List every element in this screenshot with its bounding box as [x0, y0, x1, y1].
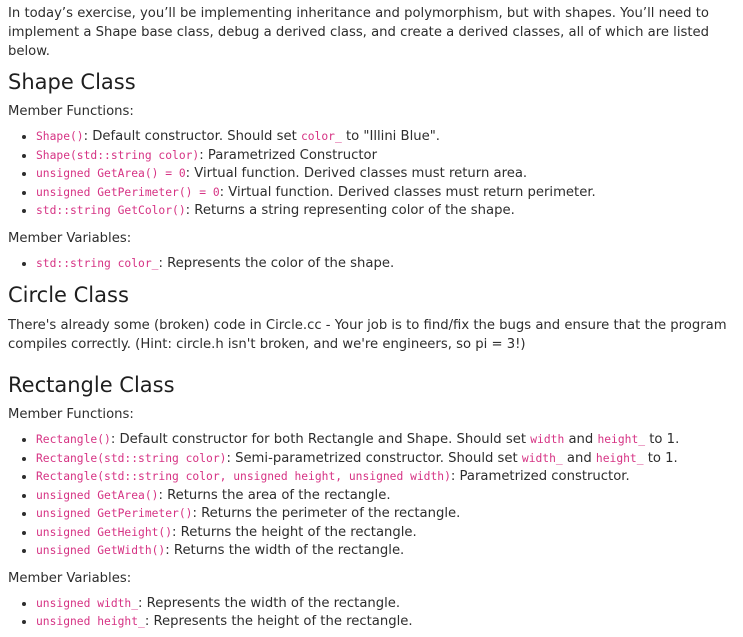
code-span: std::string color_ — [36, 256, 159, 270]
list-item — [36, 613, 735, 632]
code-span: Rectangle() — [36, 433, 111, 446]
code-span: std::string GetColor() — [36, 204, 186, 217]
text-span: : Returns the perimeter of the rectangle. — [192, 506, 461, 521]
code-span: unsigned GetPerimeter() — [36, 507, 193, 520]
intro-paragraph: In today’s exercise, you’ll be implementing inheritance and polymorphism, but with shapes. You’ll need to implement a Shape base class, debug a derived class, and create a derived classes, all of which are listed below. — [8, 6, 710, 59]
rectangle-class-section — [8, 372, 735, 632]
shape-functions-label: Member Functions: — [8, 104, 134, 119]
text-span: to "Illini Blue". — [341, 129, 440, 144]
shape-functions-list — [8, 128, 735, 221]
list-item — [36, 255, 735, 274]
text-span: : Virtual function. Derived classes must return area. — [185, 166, 528, 181]
rectangle-functions-label: Member Functions: — [8, 407, 134, 422]
text-span: : Represents the height of the rectangle. — [144, 614, 413, 629]
code-span: height_ — [595, 451, 644, 465]
list-item — [36, 450, 735, 469]
list-item — [36, 468, 735, 487]
code-span: unsigned GetPerimeter() = 0 — [36, 185, 220, 199]
text-span: to 1. — [645, 432, 680, 447]
list-item — [36, 184, 735, 203]
code-span: unsigned width_ — [36, 596, 139, 610]
text-span: : Returns the width of the rectangle. — [165, 543, 405, 558]
code-span: unsigned height_ — [36, 615, 145, 628]
text-span: : Default constructor. Should set — [83, 129, 301, 144]
code-span: width — [530, 433, 565, 446]
text-span: : Returns the area of the rectangle. — [158, 487, 391, 503]
rectangle-variables-list — [8, 595, 735, 632]
code-span: Rectangle(std::string color, unsigned height, unsigned width) — [36, 470, 451, 483]
text-span: : Returns the height of the rectangle. — [172, 524, 417, 540]
code-span: width_ — [521, 451, 563, 465]
circle-class-heading: Circle Class — [8, 283, 129, 307]
circle-class-section — [8, 282, 735, 354]
text-span: to 1. — [643, 450, 678, 466]
code-span: unsigned GetArea() = 0 — [36, 167, 186, 180]
list-item — [36, 595, 735, 614]
text-span: : Represents the color of the shape. — [158, 255, 395, 271]
rectangle-functions-list — [8, 431, 735, 561]
text-span: : Represents the width of the rectangle. — [138, 595, 401, 611]
code-span: Shape() — [36, 130, 84, 143]
text-span: : Virtual function. Derived classes must return perimeter. — [219, 184, 596, 200]
code-span: unsigned GetHeight() — [36, 525, 173, 539]
list-item — [36, 128, 735, 147]
code-span: Shape(std::string color) — [36, 148, 200, 162]
shape-variables-list — [8, 255, 735, 274]
shape-variables-label: Member Variables: — [8, 230, 132, 246]
shape-class-heading: Shape Class — [8, 70, 136, 94]
code-span: height_ — [597, 433, 646, 446]
shape-class-section — [8, 69, 735, 273]
list-item — [36, 165, 735, 184]
code-span: unsigned GetWidth() — [36, 544, 166, 557]
circle-description: There's already some (broken) code in Circle.cc - Your job is to find/fix the bugs and ensure that the program compiles correctly. (Hint: circle.h isn't broken, and we're engineers, so pi = 3!) — [8, 318, 727, 352]
text-span: : Parametrized constructor. — [450, 469, 630, 484]
code-span: Rectangle(std::string color) — [36, 451, 227, 465]
rectangle-class-heading: Rectangle Class — [8, 373, 175, 397]
text-span: : Returns a string representing color of the shape. — [185, 203, 515, 218]
list-item — [36, 147, 735, 166]
text-span: and — [562, 450, 596, 466]
text-span: : Parametrized Constructor — [199, 147, 377, 163]
text-span: and — [564, 432, 598, 447]
list-item — [36, 542, 735, 561]
list-item — [36, 524, 735, 543]
list-item — [36, 431, 735, 450]
code-span: color_ — [300, 130, 342, 143]
text-span: : Semi-parametrized constructor. Should set — [226, 450, 522, 466]
rectangle-variables-label: Member Variables: — [8, 570, 132, 586]
list-item — [36, 505, 735, 524]
list-item — [36, 487, 735, 506]
text-span: : Default constructor for both Rectangle and Shape. Should set — [110, 432, 531, 447]
code-span: unsigned GetArea() — [36, 488, 159, 502]
list-item — [36, 202, 735, 221]
